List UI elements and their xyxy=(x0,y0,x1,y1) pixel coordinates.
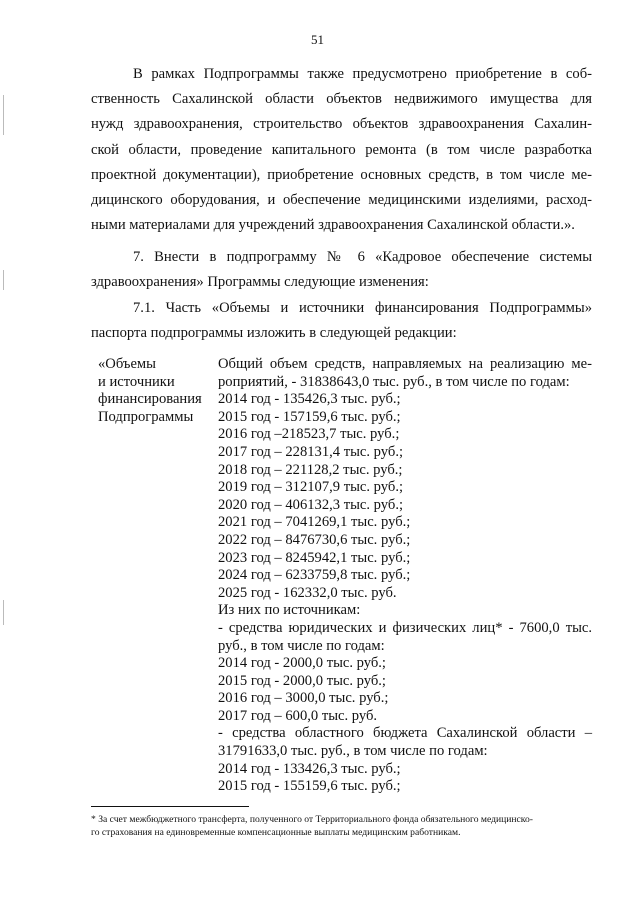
year-total-line: 2016 год –218523,7 тыс. руб.; xyxy=(218,426,400,443)
legal-entities-line: руб., в том числе по годам: xyxy=(218,637,385,654)
year-regional-line: 2014 год - 133426,3 тыс. руб.; xyxy=(218,760,401,777)
footnote xyxy=(91,813,592,839)
label-line: Подпрограммы xyxy=(98,408,194,425)
paragraph-line: 7.1. Часть «Объемы и источники финансирования Подпрограммы» xyxy=(133,300,592,316)
year-total-line: 2024 год – 6233759,8 тыс. руб.; xyxy=(218,567,411,584)
paragraph-line: дицинского оборудования, и обеспечение медицинскими изделиями, расход- xyxy=(91,192,592,209)
year-regional-line: 2015 год - 155159,6 тыс. руб.; xyxy=(218,778,401,795)
page-number: 51 xyxy=(311,32,324,47)
year-total-line: 2021 год – 7041269,1 тыс. руб.; xyxy=(218,514,411,531)
paragraph-line: ными материалами для учреждений здравоохранения Сахалинской области.». xyxy=(91,217,575,234)
year-legal-line: 2016 год – 3000,0 тыс. руб.; xyxy=(218,690,389,707)
year-total-line: 2022 год – 8476730,6 тыс. руб.; xyxy=(218,531,411,548)
label-line: и источники xyxy=(98,373,175,390)
year-total-line: 2019 год – 312107,9 тыс. руб.; xyxy=(218,479,404,496)
year-total-line: 2020 год – 406132,3 тыс. руб.; xyxy=(218,496,404,513)
year-total-line: 2014 год - 135426,3 тыс. руб.; xyxy=(218,391,401,408)
passport-table-value xyxy=(218,356,592,796)
year-legal-line: 2017 год – 600,0 тыс. руб. xyxy=(218,707,378,724)
year-total-line: 2023 год – 8245942,1 тыс. руб.; xyxy=(218,549,411,566)
year-legal-line: 2014 год - 2000,0 тыс. руб.; xyxy=(218,655,386,672)
legal-entities-line: - средства юридических и физических лиц* - 7600,0 тыс. xyxy=(218,619,592,636)
value-intro-line: Общий объем средств, направляемых на реализацию ме- xyxy=(218,356,592,372)
regional-budget-line: - средства областного бюджета Сахалинской области – xyxy=(218,725,592,742)
year-legal-line: 2015 год - 2000,0 тыс. руб.; xyxy=(218,672,386,689)
paragraph-line: паспорта подпрограммы изложить в следующей редакции: xyxy=(91,325,457,342)
paragraph-line: В рамках Подпрограммы также предусмотрено приобретение в соб- xyxy=(133,66,592,82)
value-intro-line: роприятий, - 31838643,0 тыс. руб., в том числе по годам: xyxy=(218,373,570,390)
paragraph-line: проектной документации), приобретение основных средств, в том числе ме- xyxy=(91,166,592,183)
paragraph-line: нужд здравоохранения, строительство объектов здравоохранения Сахалин- xyxy=(91,116,592,133)
paragraph-item-7-1 xyxy=(91,296,592,346)
label-line: финансирования xyxy=(98,391,202,408)
regional-budget-line: 31791633,0 тыс. руб., в том числе по годам: xyxy=(218,743,488,760)
scan-margin-mark xyxy=(3,270,4,290)
year-total-line: 2017 год – 228131,4 тыс. руб.; xyxy=(218,443,404,460)
year-total-line: 2015 год - 157159,6 тыс. руб.; xyxy=(218,408,401,425)
label-line: «Объемы xyxy=(98,356,156,372)
sources-heading: Из них по источникам: xyxy=(218,602,361,619)
scan-margin-mark xyxy=(3,600,4,625)
footnote-line: * За счет межбюджетного трансферта, полученного от Территориального фонда обязательного медицинско- xyxy=(91,814,533,825)
paragraph-line: ской области, проведение капитального ремонта (в том числе разработка xyxy=(91,141,592,158)
passport-table-label xyxy=(98,356,213,426)
paragraph-line: 7. Внести в подпрограмму № 6 «Кадровое обеспечение системы xyxy=(133,249,592,265)
paragraph-item-7 xyxy=(91,245,592,295)
footnote-line: го страхования на единовременные компенсационные выплаты медицинским работникам. xyxy=(91,827,461,838)
paragraph-line: здравоохранения» Программы следующие изменения: xyxy=(91,274,429,291)
scan-margin-mark xyxy=(3,95,4,135)
year-total-line: 2018 год – 221128,2 тыс. руб.; xyxy=(218,461,403,478)
paragraph-subprogram-acquisitions xyxy=(91,62,592,238)
paragraph-line: ственность Сахалинской области объектов недвижимого имущества для xyxy=(91,91,592,108)
footnote-separator xyxy=(91,806,249,807)
year-total-line: 2025 год - 162332,0 тыс. руб. xyxy=(218,584,397,601)
